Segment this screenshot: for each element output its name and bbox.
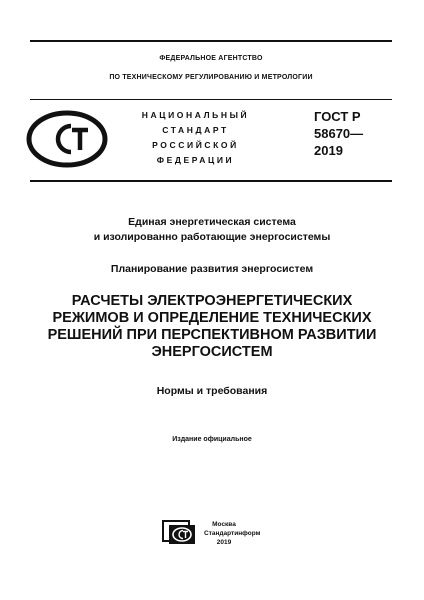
document-title: [20, 293, 404, 361]
standard-number-line: 2019: [314, 143, 343, 158]
gost-rst-emblem-icon: [26, 110, 108, 168]
standard-number-line: ГОСТ Р: [314, 109, 361, 124]
agency-title: ФЕДЕРАЛЬНОЕ АГЕНТСТВО: [159, 55, 263, 62]
national-line: РОССИЙСКОЙ: [152, 140, 239, 150]
document-title-line: РЕЖИМОВ И ОПРЕДЕЛЕНИЕ ТЕХНИЧЕСКИХ: [52, 310, 372, 326]
publisher-name: Стандартинформ: [204, 530, 261, 537]
bottom-rule: [30, 180, 392, 182]
system-title-line: и изолированно работающие энергосистемы: [93, 231, 331, 243]
publisher-year: 2019: [216, 539, 232, 546]
norms-subtitle: Нормы и требования: [156, 385, 268, 397]
planning-title: Планирование развития энергосистем: [110, 263, 314, 275]
middle-rule: [30, 99, 392, 100]
publisher-city: Москва: [212, 521, 236, 528]
document-title-line: РАСЧЕТЫ ЭЛЕКТРОЭНЕРГЕТИЧЕСКИХ: [71, 293, 353, 309]
top-rule: [30, 40, 392, 42]
agency-subtitle: ПО ТЕХНИЧЕСКОМУ РЕГУЛИРОВАНИЮ И МЕТРОЛОГИИ: [109, 74, 313, 81]
system-title-line: Единая энергетическая система: [128, 216, 296, 228]
document-title-line: ЭНЕРГОСИСТЕМ: [151, 344, 273, 360]
standard-number-line: 58670—: [314, 126, 364, 141]
document-title-line: РЕШЕНИЙ ПРИ ПЕРСПЕКТИВНОМ РАЗВИТИИ: [47, 327, 377, 343]
system-title: [20, 215, 404, 245]
edition-label: Издание официальное: [172, 436, 252, 443]
national-standard-label: [128, 108, 263, 168]
standartinform-logo-icon: [162, 519, 196, 545]
standard-number: [314, 108, 363, 159]
national-line: ФЕДЕРАЦИИ: [156, 155, 235, 165]
publisher-info: [204, 520, 261, 547]
national-line: НАЦИОНАЛЬНЫЙ: [141, 110, 250, 120]
national-line: СТАНДАРТ: [162, 125, 229, 135]
